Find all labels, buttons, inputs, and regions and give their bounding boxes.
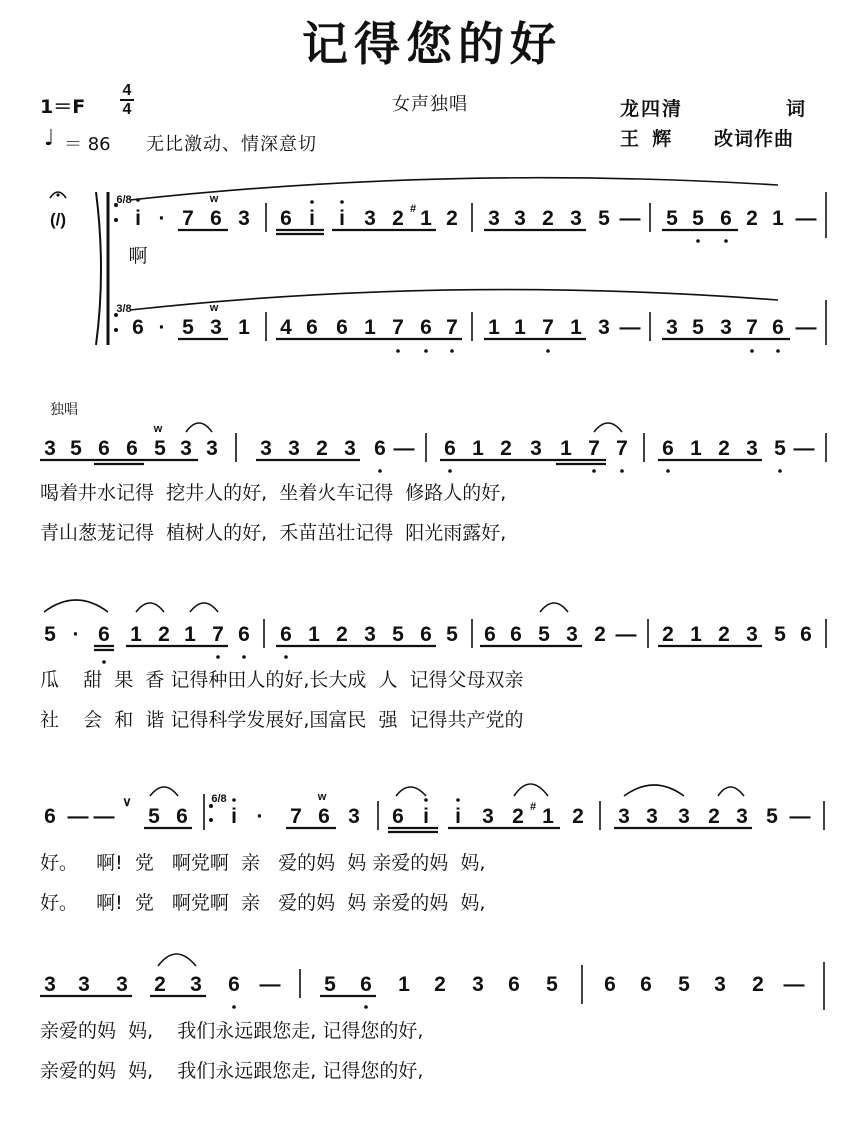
note: 3 xyxy=(260,437,272,460)
note: 3 xyxy=(472,973,484,996)
score-row-1 xyxy=(40,401,826,473)
brace-icon xyxy=(96,192,101,345)
tie-slur xyxy=(594,423,622,432)
lyrics-row1-verse2: 青山葱茏记得 植树人的好, 禾苗茁壮记得 阳光雨露好, xyxy=(40,522,507,544)
note: 6 xyxy=(392,805,404,828)
tie-slur xyxy=(396,787,426,796)
note: 1 xyxy=(514,316,526,339)
note: 2 xyxy=(446,207,458,230)
note: 1 xyxy=(308,623,320,646)
note: 6 xyxy=(662,437,674,460)
note: 3 xyxy=(116,973,128,996)
note: 3 xyxy=(746,437,758,460)
note: 6 xyxy=(772,316,784,339)
lyrics-row2-verse2: 社 会 和 谐 记得科学发展好,国富民 强 记得共产党的 xyxy=(40,709,524,731)
note: 3 xyxy=(566,623,578,646)
note: 1 xyxy=(560,437,572,460)
note: 7 xyxy=(182,207,194,230)
note: 3 xyxy=(348,805,360,828)
prelude-upper-line xyxy=(135,192,826,243)
note: 7 xyxy=(446,316,458,339)
note: 3 xyxy=(618,805,630,828)
tie-slur xyxy=(186,423,212,432)
note: 3 xyxy=(482,805,494,828)
note: 2 xyxy=(316,437,328,460)
time-signature-bottom: 4 xyxy=(122,101,132,118)
note: 3 xyxy=(488,207,500,230)
note: 6 xyxy=(176,805,188,828)
dash: — xyxy=(615,623,637,646)
note: 5 xyxy=(446,623,458,646)
note: 6 xyxy=(444,437,456,460)
composer-role: 改词作曲 xyxy=(714,128,795,150)
tie-slur xyxy=(540,603,568,612)
note: 6 xyxy=(374,437,386,460)
note: 3 xyxy=(570,207,582,230)
note: 2 xyxy=(718,623,730,646)
note: 5 xyxy=(692,316,704,339)
note: 3 xyxy=(714,973,726,996)
note: 6 xyxy=(280,623,292,646)
note: 7 xyxy=(542,316,554,339)
note: 6 xyxy=(508,973,520,996)
note: 2 xyxy=(336,623,348,646)
note-dot: · xyxy=(256,805,264,828)
note: i xyxy=(455,805,461,828)
prelude-mark: (/) xyxy=(49,210,67,229)
dash: — xyxy=(789,805,811,828)
note: 1 xyxy=(488,316,500,339)
note: 3 xyxy=(78,973,90,996)
note: 5 xyxy=(148,805,160,828)
note: 6 xyxy=(720,207,732,230)
note: 3 xyxy=(646,805,658,828)
note: 3 xyxy=(210,316,222,339)
dash: — xyxy=(793,437,815,460)
note: 3 xyxy=(206,437,218,460)
note: 6 xyxy=(318,805,330,828)
note: 2 xyxy=(154,973,166,996)
key-signature: 1＝F xyxy=(40,96,86,118)
lyrics-row3-verse1: 好。 啊! 党 啊党啊 亲 爱的妈 妈 亲爱的妈 妈, xyxy=(40,852,486,874)
phrase-slur xyxy=(130,178,778,200)
note: 5 xyxy=(182,316,194,339)
score-row-2 xyxy=(44,600,826,664)
note: 6 xyxy=(280,207,292,230)
mordent-icon: w xyxy=(209,193,219,205)
prelude-lyric: 啊 xyxy=(128,245,148,267)
note: 6 xyxy=(210,207,222,230)
tie-slur xyxy=(44,600,108,612)
solo-label: 独唱 xyxy=(50,402,78,418)
lyrics-row3-verse2: 好。 啊! 党 啊党啊 亲 爱的妈 妈 亲爱的妈 妈, xyxy=(40,892,486,914)
dash: — xyxy=(795,207,817,230)
note: 6 xyxy=(336,316,348,339)
score-row-3 xyxy=(44,784,824,832)
note: 6 xyxy=(360,973,372,996)
prelude-system xyxy=(50,178,826,353)
tie-slur xyxy=(190,603,218,612)
note: i xyxy=(135,207,141,230)
note: 1 xyxy=(542,805,554,828)
note: 3 xyxy=(720,316,732,339)
note: 5 xyxy=(774,437,786,460)
tie-slur xyxy=(718,787,744,796)
note: 7 xyxy=(746,316,758,339)
lyricist-role: 词 xyxy=(786,98,806,120)
note: 6 xyxy=(98,437,110,460)
note: 2 xyxy=(752,973,764,996)
tie-slur xyxy=(136,603,164,612)
note: i xyxy=(231,805,237,828)
note: 2 xyxy=(708,805,720,828)
note: 1 xyxy=(238,316,250,339)
note: 7 xyxy=(290,805,302,828)
note: 2 xyxy=(392,207,404,230)
note: 6 xyxy=(800,623,812,646)
note: 3 xyxy=(180,437,192,460)
note: 2 xyxy=(746,207,758,230)
note: 1 xyxy=(398,973,410,996)
note: 6 xyxy=(640,973,652,996)
note: 5 xyxy=(678,973,690,996)
lyrics-row4-verse2: 亲爱的妈 妈, 我们永远跟您走, 记得您的好, xyxy=(40,1060,424,1082)
note: 1 xyxy=(690,437,702,460)
mordent-icon: w xyxy=(317,791,327,803)
score-row-4 xyxy=(40,954,824,1010)
note: 2 xyxy=(512,805,524,828)
note: i xyxy=(339,207,345,230)
mordent-icon: w xyxy=(153,423,163,435)
note: 2 xyxy=(542,207,554,230)
note: 6 xyxy=(98,623,110,646)
note: 5 xyxy=(546,973,558,996)
quarter-note-icon: ♩ xyxy=(44,126,55,151)
note: 3 xyxy=(746,623,758,646)
tie-slur xyxy=(150,787,178,796)
sharp-sign: # xyxy=(529,801,537,813)
lyricist-name: 龙四清 xyxy=(620,98,684,120)
note: 6 xyxy=(126,437,138,460)
note: 3 xyxy=(598,316,610,339)
note: i xyxy=(423,805,429,828)
dash: — xyxy=(67,805,89,828)
note: 5 xyxy=(44,623,56,646)
note: 6 xyxy=(228,973,240,996)
note: 3 xyxy=(666,316,678,339)
note: 3 xyxy=(44,437,56,460)
dash: — xyxy=(795,316,817,339)
note: 3 xyxy=(44,973,56,996)
composer-name: 王 辉 xyxy=(620,128,672,150)
note: 1 xyxy=(690,623,702,646)
tie-slur xyxy=(158,954,196,966)
note: 5 xyxy=(538,623,550,646)
note: 3 xyxy=(364,207,376,230)
note: 6 xyxy=(510,623,522,646)
note: 7 xyxy=(392,316,404,339)
note: 3 xyxy=(344,437,356,460)
note: 3 xyxy=(514,207,526,230)
dash: — xyxy=(259,973,281,996)
note: 2 xyxy=(158,623,170,646)
note: 6 xyxy=(420,316,432,339)
note: 7 xyxy=(212,623,224,646)
note: 7 xyxy=(588,437,600,460)
meter-3-8: 3/8 xyxy=(116,303,132,315)
note: 1 xyxy=(570,316,582,339)
tie-slur xyxy=(514,784,548,796)
note: 6 xyxy=(44,805,56,828)
note: 5 xyxy=(774,623,786,646)
mordent-icon: w xyxy=(209,302,219,314)
tempo-value: ＝ 86 xyxy=(64,134,111,155)
dash: — xyxy=(93,805,115,828)
note-dot: · xyxy=(72,623,80,646)
note-dot: · xyxy=(158,207,166,230)
note: 4 xyxy=(280,316,292,339)
note: 3 xyxy=(190,973,202,996)
note-dot: · xyxy=(158,316,166,339)
note: 5 xyxy=(766,805,778,828)
note: 5 xyxy=(154,437,166,460)
note: 2 xyxy=(594,623,606,646)
note: 3 xyxy=(364,623,376,646)
prelude-lower-line xyxy=(132,300,826,353)
note: 1 xyxy=(772,207,784,230)
note: 3 xyxy=(530,437,542,460)
note: 2 xyxy=(662,623,674,646)
note: 1 xyxy=(472,437,484,460)
note: 6 xyxy=(238,623,250,646)
note: 5 xyxy=(666,207,678,230)
note: 6 xyxy=(484,623,496,646)
dash: — xyxy=(619,316,641,339)
note: 3 xyxy=(678,805,690,828)
sharp-sign: # xyxy=(409,203,417,215)
phrase-slur xyxy=(130,290,778,310)
note: 2 xyxy=(434,973,446,996)
note: 5 xyxy=(324,973,336,996)
note: 7 xyxy=(616,437,628,460)
note: 1 xyxy=(420,207,432,230)
meter-6-8: 6/8 xyxy=(211,793,227,805)
note: 2 xyxy=(718,437,730,460)
breath-mark: ∨ xyxy=(122,794,132,809)
note: 3 xyxy=(238,207,250,230)
note: i xyxy=(309,207,315,230)
note: 5 xyxy=(598,207,610,230)
note: 6 xyxy=(420,623,432,646)
dash: — xyxy=(783,973,805,996)
lyrics-row4-verse1: 亲爱的妈 妈, 我们永远跟您走, 记得您的好, xyxy=(40,1020,424,1042)
note: 6 xyxy=(132,316,144,339)
note: 2 xyxy=(572,805,584,828)
note: 3 xyxy=(736,805,748,828)
expression-mark: 无比激动、情深意切 xyxy=(146,134,317,155)
meter-6-8: 6/8 xyxy=(116,194,132,206)
note: 6 xyxy=(306,316,318,339)
lyrics-row2-verse1: 瓜 甜 果 香 记得种田人的好,长大成 人 记得父母双亲 xyxy=(40,669,524,691)
lyrics-row1-verse1: 喝着井水记得 挖井人的好, 坐着火车记得 修路人的好, xyxy=(40,482,507,504)
dash: — xyxy=(619,207,641,230)
note: 5 xyxy=(70,437,82,460)
dash: — xyxy=(393,437,415,460)
tie-slur xyxy=(624,785,684,796)
note: 3 xyxy=(288,437,300,460)
note: 6 xyxy=(604,973,616,996)
note: 5 xyxy=(392,623,404,646)
note: 1 xyxy=(130,623,142,646)
song-title: 记得您的好 xyxy=(302,17,562,71)
note: 5 xyxy=(692,207,704,230)
note: 1 xyxy=(364,316,376,339)
performance-type: 女声独唱 xyxy=(392,94,468,115)
time-signature-top: 4 xyxy=(122,82,132,99)
note: 1 xyxy=(184,623,196,646)
note: 2 xyxy=(500,437,512,460)
